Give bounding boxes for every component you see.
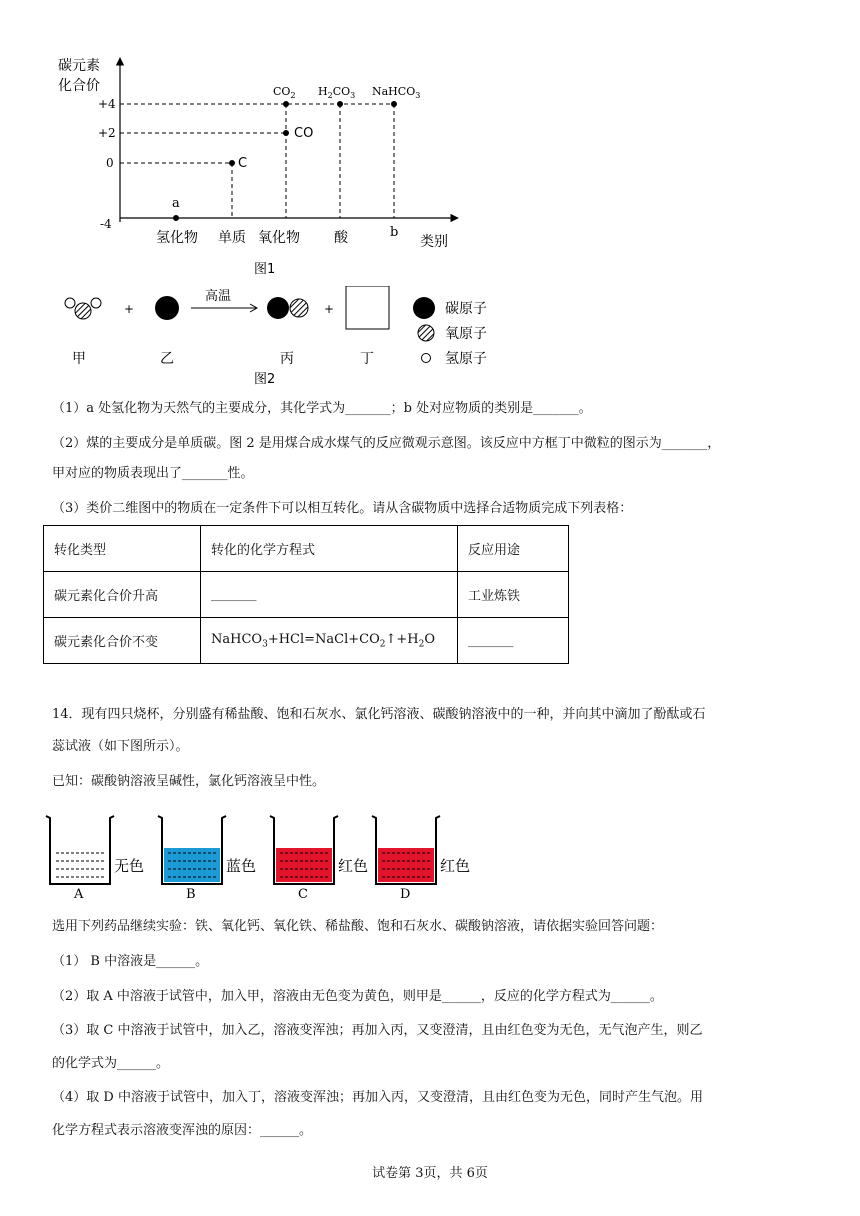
- beaker-color-label: 红色: [440, 857, 471, 875]
- q13-part3: （3）类价二维图中的物质在一定条件下可以相互转化。请从含碳物质中选择合适物质完成下列表格：: [52, 501, 633, 516]
- label-c: C: [238, 156, 248, 171]
- label-yi: 乙: [160, 351, 174, 367]
- q13-part1: （1）a 处氢化物为天然气的主要成分，其化学式为_______；b 处对应物质的类别是_______。: [52, 401, 592, 416]
- condition-label: 高温: [205, 289, 232, 304]
- figure1-caption: 图1: [254, 262, 276, 277]
- label-b: b: [390, 225, 399, 240]
- x-tick-hydride: 氢化物: [156, 230, 198, 246]
- y-tick-plus4: +4: [98, 97, 116, 111]
- x-tick-element: 单质: [218, 230, 246, 246]
- table-row: [44, 618, 569, 664]
- legend-carbon: 碳原子: [445, 301, 487, 317]
- label-jia: 甲: [72, 351, 86, 367]
- q13-part2b: 甲对应的物质表现出了_______性。: [52, 466, 254, 481]
- beaker-letter: A: [74, 887, 84, 902]
- table-cell: $NaHCO_3+HCl=NaCl+CO_2↑+H_2O$: [201, 618, 458, 664]
- box-ding: [346, 286, 389, 329]
- q14-sub3a: （3）取 C 中溶液于试管中，加入乙，溶液变浑浊；再加入丙，又变澄清，且由红色变为无色，无气泡产生，则乙: [52, 1023, 703, 1038]
- beaker-liquid: [52, 848, 108, 882]
- table-cell: 碳元素化合价不变: [44, 618, 201, 664]
- label-bing: 丙: [280, 351, 294, 367]
- x-tick-oxide: 氧化物: [258, 230, 300, 246]
- y-axis-label-2: 化合价: [58, 78, 100, 94]
- q14-intro-a: 14．现有四只烧杯，分别盛有稀盐酸、饱和石灰水、氯化钙溶液、碳酸钠溶液中的一种，并向其中滴加了酚酞或石: [52, 707, 706, 722]
- label-a: a: [172, 196, 180, 211]
- table-header: 转化类型: [44, 526, 201, 572]
- y-tick-zero: 0: [106, 156, 114, 170]
- beaker-color-label: 蓝色: [226, 857, 257, 875]
- q13-part2a: （2）煤的主要成分是单质碳。图 2 是用煤合成水煤气的反应微观示意图。该反应中方框丁中微粒的图示为_______，: [52, 436, 721, 451]
- x-tick-acid: 酸: [334, 230, 348, 246]
- y-tick-minus4: -4: [100, 217, 112, 231]
- beaker-color-label: 红色: [338, 857, 369, 875]
- molecule-bing: [267, 297, 308, 319]
- figure2-diagram: [0, 286, 860, 390]
- molecule-yi: [155, 296, 179, 320]
- legend-oxygen-icon: [418, 325, 434, 341]
- label-co2: $CO_2$: [273, 85, 296, 100]
- beaker-liquid: [276, 848, 332, 882]
- y-tick-plus2: +2: [98, 126, 116, 140]
- table-cell: _______: [201, 572, 458, 618]
- beaker-liquid: [164, 848, 220, 882]
- table-cell: 碳元素化合价升高: [44, 572, 201, 618]
- page-footer: 试卷第 3页，共 6页: [372, 1166, 488, 1181]
- label-ding: 丁: [360, 351, 374, 367]
- beaker-a: [46, 816, 144, 902]
- beaker-letter: B: [186, 887, 196, 902]
- table-header: 转化的化学方程式: [201, 526, 458, 572]
- legend-hydrogen: 氢原子: [445, 351, 487, 367]
- plus-2: +: [324, 302, 335, 316]
- point-h2co3: [337, 101, 343, 107]
- q14-sub1: （1） B 中溶液是______。: [52, 954, 209, 969]
- x-axis-label: 类别: [420, 234, 448, 250]
- point-co2: [283, 101, 289, 107]
- beaker-letter: C: [298, 887, 308, 902]
- beaker-letter: D: [400, 887, 411, 902]
- q14-sub3b: 的化学式为______。: [52, 1056, 170, 1071]
- beaker-d: [372, 816, 470, 902]
- label-h2co3: $H_2CO_3$: [318, 85, 356, 100]
- q14-sub2: （2）取 A 中溶液于试管中，加入甲，溶液由无色变为黄色，则甲是______，反应的化学方程式为______。: [52, 989, 663, 1004]
- table-row: [44, 572, 569, 618]
- figure1-chart: [0, 0, 860, 290]
- table-header: 反应用途: [458, 526, 569, 572]
- table-cell: 工业炼铁: [458, 572, 569, 618]
- q14-intro-b: 蕊试液（如下图所示）。: [52, 739, 189, 754]
- q14-select: 选用下列药品继续实验：铁、氧化钙、氧化铁、稀盐酸、饱和石灰水、碳酸钠溶液，请依据实验回答问题：: [52, 919, 664, 934]
- conversion-table: [43, 525, 569, 664]
- table-cell: _______: [458, 618, 569, 664]
- point-a: [173, 215, 179, 221]
- beakers-figure: [40, 808, 500, 903]
- label-nahco3: NaHCO$_3$: [372, 85, 421, 100]
- point-c: [229, 160, 235, 166]
- point-co: [283, 130, 289, 136]
- beaker-c: [270, 816, 368, 902]
- y-axis-label-1: 碳元素: [58, 58, 100, 74]
- point-nahco3: [391, 101, 397, 107]
- beaker-color-label: 无色: [114, 857, 145, 875]
- figure2-caption: 图2: [254, 372, 276, 387]
- table-row: [44, 526, 569, 572]
- legend-oxygen: 氧原子: [445, 326, 487, 342]
- legend-carbon-icon: [413, 297, 435, 319]
- plus-1: +: [124, 302, 135, 316]
- legend-hydrogen-icon: [422, 354, 431, 363]
- beaker-liquid: [378, 848, 434, 882]
- molecule-jia: [65, 298, 101, 319]
- beaker-b: [158, 816, 256, 902]
- q14-known: 已知：碳酸钠溶液呈碱性，氯化钙溶液呈中性。: [52, 774, 326, 789]
- label-co: CO: [294, 126, 314, 141]
- q14-sub4b: 化学方程式表示溶液变浑浊的原因：______。: [52, 1123, 313, 1138]
- q14-sub4a: （4）取 D 中溶液于试管中，加入丁，溶液变浑浊；再加入丙，又变澄清，且由红色变为无色，同时产生气泡。用: [52, 1090, 703, 1105]
